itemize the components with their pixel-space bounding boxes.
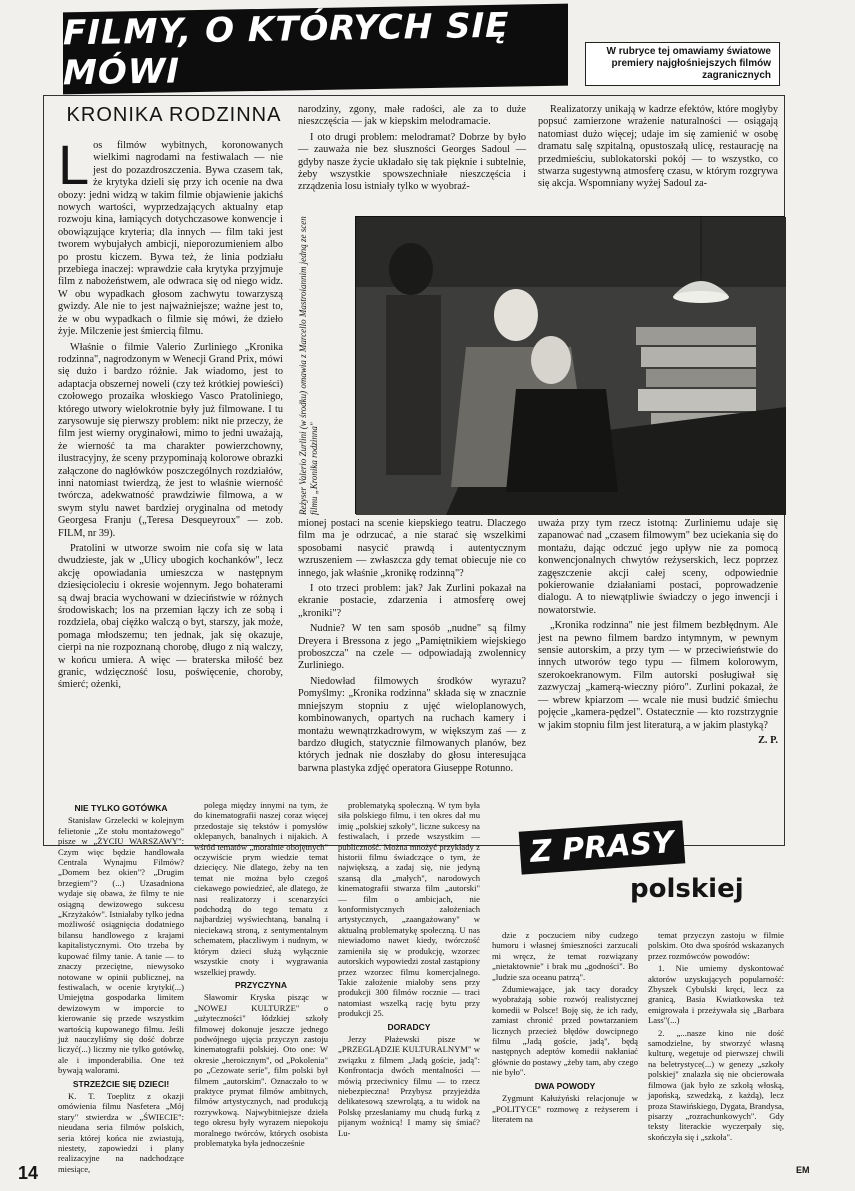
article-column-3-bottom <box>538 518 778 840</box>
press-column-2 <box>194 800 328 1160</box>
article-paragraph: Niedowład filmowych środków wyrazu? Pomyślmy: „Kronika rodzinna" składa się w znacznie mniejszym stopniu z ujęć wieloplanowych, kombinowanych, opartych na ruchach kamery i montażu wewnątrzkadrowym, w większym zaś — z bardzo długich, statycznie filmowanych planów, bez których jednak nie doszłaby do głosu interesująca barwna plastyka zdjęć operatora Giuseppe Rotunno. <box>298 675 526 774</box>
press-column-4 <box>492 930 638 1160</box>
article-paragraph: Właśnie o filmie Valerio Zurliniego „Kronika rodzinna", nagrodzonym w Wenecji Grand Prix, mówi się dużo i bardzo różnie. Jak wiadomo, jest to adaptacja obszernej noweli (czy też krótkiej powieści) czołowego prozaika włoskiego Vasco Pratoliniego, którego utwory wielokrotnie były już filmowane. I tu zarysowuje się pierwszy problem: nikt nie przeczy, że film jest wierny oryginałowi, mimo to jedni uważają, że wierność ta ma charakter powierzchowny, ilustracyjny, że sceny przypominają kolorowe obrazki załączone do nagłówków poszczególnych rozdziałów, inni natomiast twierdzą, że jest to właśnie wierność twórcza, adekwatność prawdziwie filmowa, a w swym stylu nawet bardziej oryginalna od metody Georgesa Franju („Teresa Desqueyroux" — zob. FILM, nr 39). <box>58 341 283 539</box>
article-paragraph: „Kronika rodzinna" nie jest filmem bezbłędnym. Ale jest na pewno filmem bardzo intymnym, w pewnym sensie autorskim, a przy tym — w przeciwieństwie do innych utworów tego typu — filmem kolorowym, szerokoekranowym. Film autorski posługiwał się zazwyczaj „kamerą-wieczny pióro". Zurlini pokazał, że — wbrew kpiarzom — wcale nie musi budzić śmiechu pojęcie „kamera-pędzel". Ostatecznie — kto rozstrzygnie w jakim stopniu film jest literaturą, a w jakim plastyką? <box>538 620 778 731</box>
press-signature: EM <box>796 1165 810 1175</box>
photo-caption: Reżyser Valerio Zurlini (w środku) omawia z Marcello Mastroiannim jedną ze scen filmu „Kronika rodzinna" <box>298 216 319 515</box>
press-item-text: Stanisław Grzelecki w kolejnym felietonie „Ze stołu montażowego" pisze w „ŻYCIU WARSZAWY": Czym więc będzie handlowała Centrala Wynajmu Filmów? „Domem bez okien"? „Drugim brzegiem"? (...) Uzasadniona wydaje się obawa, że filmy te nie osiągną dewizowego sukcesu „Krzyżaków". Istniałaby tylko jedna możliwość osiągnięcia dodatniego bilansu handlowego z krajami kapitalistycznymi. Oto trzeba by kupować filmy tanie. A tanie — to znaczy przeciętne, niewysoko notowane w opinii publicznej, na festiwalach, w ocenie krytyki(...) Umiejętna gospodarka limitem dewizowym w imporcie to kierowanie się przede wszystkim wartością kupowanego filmu. Jeśli już nauczyliśmy się dość dobrze liczyć(...) liczmy nie tylko gotówkę, ale i imponderabilia. One też bywają walorami. <box>58 815 184 1076</box>
press-item-text: 2. „...nasze kino nie dość samodzielne, by stworzyć własną kulturę, wegetuje od pierwszej chwili na beletrystyce(...) w genezy „szkoły polskiej" znalazła się nie obcierowała filmowa (jak było ze szkołą włoską, japońską, szwedzką, z każdą), lecz proza Stawińskiego, Dygata, Brandysa, pisarzy „rozrachunkowych". Gdy teksty literackie wyczerpały się, skończyła się i „szkoła". <box>648 1027 784 1142</box>
press-item-heading: STRZEŻCIE SIĘ DZIECI! <box>72 1078 170 1089</box>
press-item-text: K. T. Toeplitz z okazji omówienia filmu Nasfetera „Mój stary" stwierdza w „ŚWIECIE": nieudana seria filmów polskich, seria której końca nie zwiastują, niestety, zapowiedzi i plany realizacyjne na nadchodzące miesiące, <box>58 1090 184 1174</box>
article-paragraph: mionej postaci na scenie kiepskiego teatru. Dlaczego film ma je odrzucać, a nie starać się wszelkimi sposobami nasycić prawdą i autentycznym wzruszeniem — zwłaszcza gdy temat obiecuje nie co innego, jak właśnie „kronikę rodzinną"? <box>298 518 526 579</box>
section-banner: FILMY, O KTÓRYCH SIĘ MÓWI <box>63 4 568 95</box>
article-column-2-top <box>298 104 526 212</box>
press-item-text: Jerzy Płażewski pisze w „PRZEGLĄDZIE KULTURALNYM" w związku z filmem „Jadą goście, jadą": Konfrontacja dwóch mentalności — mówią przeciwnicy filmu — to rzecz niebezpieczna! Przybysz przyjeżdża delikatesową szewrolątą, a tu widok na Polskę przesłaniamy mu chudą furką z pijanym woźnicą! I mamy się śmiać? Lu- <box>338 1033 480 1138</box>
press-review-heading <box>520 826 750 921</box>
press-item-heading: DORADCY <box>387 1021 431 1032</box>
page-number: 14 <box>18 1163 39 1183</box>
press-item-text: dzie z poczuciem niby cudzego humoru i własnej śmieszności zarzucali mi wręcz, że temat rozwiązany „nietaktownie" i brak mu „godności". Bo „ludzie sza oceanu patrzą". <box>492 930 638 982</box>
article-column-1 <box>58 133 283 840</box>
article-paragraph: uważa przy tym rzecz istotną: Zurliniemu udaje się zapanować nad „czasem filmowym" bez uciekania się do montażu, dając odczuć jego upływ nie za pomocą konwencjonalnych chwytów reżyserskich, lecz poprzez zagęszczenie akcji całej sceny, odpowiednie pokierowanie działaniami postaci, poprowadzenie dialogu. A to niewątpliwie świadczy o jego inwencji i nowatorstwie. <box>538 518 778 616</box>
press-column-5 <box>648 930 784 1158</box>
press-item-heading: PRZYCZYNA <box>235 979 287 990</box>
article-signature: Z. P. <box>758 734 778 746</box>
article-paragraph: Pratolini w utworze swoim nie cofa się w lata dwudzieste, jak w „Ulicy ubogich kochanków", lecz akcję opowiadania umieszcza w następnym dziesięcioleciu i okresie wojennym. Jego bohaterami są dwaj bracia wychowani w dzieciństwie w różnych środowiskach; los na przemian łączy ich ze sobą i rozdziela, obaj ciężko walczą o byt, starszy, jak może, pomaga młodszemu; ten jednak, jak się okazuje, cierpi na nie rozpoznaną chorobę, długo z nią walczy, w końcu umiera. A więc — braterska miłość bez granic, wdzięczność losu, poświęcenie, choroby, śmierć; ożenki, <box>58 543 283 691</box>
press-item-heading: NIE TYLKO GOTÓWKA <box>74 803 168 813</box>
article-paragraph: Realizatorzy unikają w kadrze efektów, które mogłyby popsuć zamierzone wrażenie naturalności — osiągają natomiast dużo więcej; udaje im się zamienić w osobę dramatu salę szpitalną, opustoszałą ulicę, restaurację na przedmieściu, sublokatorski pokój — to wszystko, co stwarza sugestywną atmosferę czasu, w którym rozgrywa się akcja. Wspomniany wyżej Sadoul za- <box>538 104 778 190</box>
drop-cap: L <box>58 133 90 196</box>
article-paragraph: narodziny, zgony, małe radości, ale za to duże nieszczęścia — jak w kiepskim melodramacie. <box>298 104 526 128</box>
article-column-3-top <box>538 104 778 212</box>
article-paragraph: Nudnie? W ten sam sposób „nudne" są filmy Dreyera i Bressona z jego „Pamiętnikiem wiejskiego proboszcza" na czele — odpowiadają zwolennicy Zurliniego. <box>298 623 526 672</box>
press-item-text: Sławomir Kryska pisząc w „NOWEJ KULTURZE" o „użyteczności" łódzkiej szkoły filmowej dokonuje jeszcze jednego podwójnego ujęcia przyczyn zastoju kinematografii polskiej. Oto one: W okresie „heroicznym", od „Pokolenia" po „Cezowate serie", film polski był filmem „autorskim". Oznaczało to w praktyce prymat filmów ambitnych, filmów artystycznych, nad produkcją rozrywkową. Najwybitniejsze dzieła tego okresu były wyrazem niepokoju moralnego twórców, których osobista problematyka była jednocześnie <box>194 992 328 1148</box>
press-item-text: 1. Nie umiemy dyskontować aktorów uzyskujących popularność: Zbyszek Cybulski kręci, lecz za granicą, Basia Kwiatkowska też emigrowała i przeżywała się „Barbara Lass"(...) <box>648 963 784 1026</box>
article-paragraph: I oto drugi problem: melodramat? Dobrze by było — zauważa nie bez słuszności Georges Sadoul — gdyby nasze życie układało się tak pięknie i subtelnie, żeby wszystkie spowszechniałe nieszczęścia i zrządzenia losu istniały tylko w wyobraź- <box>298 131 526 193</box>
press-item-text: problematyką społeczną. W tym była siła polskiego filmu, i ten okres dał mu imię „polskiej szkoły", liczne sukcesy na festiwalach, i przede wszystkim — publiczność. Można mnożyć przykłady z historii filmu świadczące o tym, że największą, a zadaj się, nie jedyną szansą dla „małych", narodowych kinematografii stwarza film „autorski" — film o ambicjach, nie konformistycznych założeniach artystycznych, „zaangażowany" w aktualną problematykę społeczną. U nas niewiadomo nawet kiedy, twórczość zamieniła się w produkcję, wzorzec autorskich wypowiedzi został zastąpiony przez wzorzec filmu komercjalnego. Takie założenie miałoby sens przy produkcji 300 filmów rocznie — traci natomiast wszelką rację bytu przy produkcji 25. <box>338 800 480 1019</box>
press-column-3 <box>338 800 480 1160</box>
press-review-subtitle: polskiej <box>630 874 744 904</box>
press-item-heading: DWA POWODY <box>534 1080 596 1091</box>
press-item-text: polega między innymi na tym, że do kinematografii naszej coraz więcej przedostaje się tekstów i pomysłów oklepanych, banalnych i nijakich. A wśród tematów „moralnie obojętnych" oczywiście prym wiedzie temat dziecięcy. Nie dlatego, żeby na ten temat nie można było czegoś ciekawego powiedzieć, ale dlatego, że nasi realizatorzy i scenarzyści podchodzą do tego tematu z najbardziej wyświechtaną, banalną i nieciekawą stroną, z sentymentalnym schematem, płaczliwym i nudnym, w którym dzieci służą wyłącznie wszystkie cnoty i wygrawania wszelkiej prawdy. <box>194 800 328 977</box>
film-still-image <box>356 217 786 515</box>
film-still-photo <box>355 216 785 514</box>
press-review-title: Z PRASY <box>519 820 685 874</box>
article-paragraph: os filmów wybitnych, koronowanych wielkimi nagrodami na festiwalach — nie jest do pozazdroszczenia. Bywa czasem tak, że krytyka dzieli się przy ich ocenie na dwa obozy: jedni widzą w takim filmie objawienie jakichś nowych wartości, wyprzedzających aktualny etap rozwoju kina, łamiących dotychczasowe konwencje i obowiązujące kryteria; dla innych — film taki jest tworem wybujałych ambicji, nieporozumieniem albo po prostu kiczem. Bywa też, że linia podziału przebiega inaczej: wprawdzie cała krytyka przyjmuje film z nabożeństwem, ale odwraca się od niego widz. W obu wypadkach głosom zachwytu towarzyszą gwizdy. Ale nie to jest najważniejsze; ważne jest to, że w obu wypadkach o filmie się mówi, że dzieło żyje. Milczenie jest śmiercią filmu. <box>58 140 283 338</box>
article-column-2-bottom <box>298 518 526 840</box>
article-paragraph: I oto trzeci problem: jak? Jak Zurlini pokazał na ekranie postacie, zdarzenia i atmosferę owej „kroniki"? <box>298 583 526 619</box>
press-item-text: temat przyczyn zastoju w filmie polskim. Oto dwa spośród wskazanych przez rozmówców powodów: <box>648 930 784 961</box>
press-column-1 <box>58 800 184 1174</box>
press-item-text: Zdumiewające, jak tacy doradcy wyobrażają sobie rozwój realistycznej komedii w Polsce! Boję się, że ich rady, zamiast chronić przed powtarzaniem licznych przecież błędów dowcipnego filmu „Jadą goście, jadą", będą następnych adeptów komedii nakłaniać głównie do postawy „żeby tam, aby czego nie było". <box>492 984 638 1078</box>
article-title: KRONIKA RODZINNA <box>66 104 282 126</box>
rubric-note: W rubryce tej omawiamy światowe premiery najgłośniejszych filmów zagranicznych <box>585 42 780 86</box>
press-item-text: Zygmunt Kałużyński relacjonuje w „POLITYCE" rozmowę z reżyserem i literatem na <box>492 1093 638 1124</box>
